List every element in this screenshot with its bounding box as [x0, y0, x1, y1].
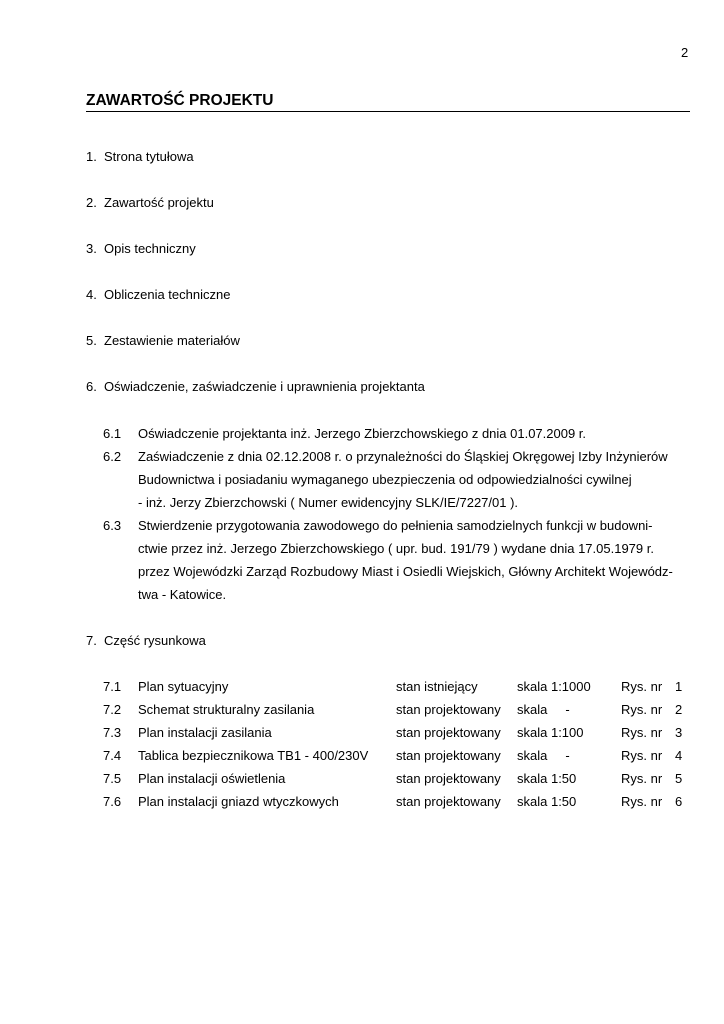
- list-item: 6. Oświadczenie, zaświadczenie i uprawnienia projektanta: [86, 379, 425, 394]
- sub-item-6-3: 6.3 Stwierdzenie przygotowania zawodowego do pełnienia samodzielnych funkcji w budowni- ctwie przez inż. Jerzego Zbierzchowskiego ( upr. bud. 191/79 ) wydane dnia 17.05.1979 r. przez Wojewódzki Zarząd Rozbudowy Miast i Osiedli Wiejskich, Główny Architekt Wojewódz- twa - Katowice.: [103, 518, 673, 602]
- title-underline: [86, 111, 690, 112]
- table-row: 7.6 Plan instalacji gniazd wtyczkowych stan projektowany skala 1:50 Rys. nr 6: [103, 794, 683, 809]
- list-item: 3. Opis techniczny: [86, 241, 196, 256]
- table-row: 7.5 Plan instalacji oświetlenia stan projektowany skala 1:50 Rys. nr 5: [103, 771, 683, 786]
- list-item: 1. Strona tytułowa: [86, 149, 194, 164]
- table-row: 7.2 Schemat strukturalny zasilania stan projektowany skala - Rys. nr 2: [103, 702, 683, 717]
- list-item: 7. Część rysunkowa: [86, 633, 206, 648]
- list-item: 5. Zestawienie materiałów: [86, 333, 240, 348]
- table-row: 7.1 Plan sytuacyjny stan istniejący skala 1:1000 Rys. nr 1: [103, 679, 683, 694]
- sub-item-6-2: 6.2 Zaświadczenie z dnia 02.12.2008 r. o przynależności do Śląskiej Okręgowej Izby Inżynierów Budownictwa i posiadaniu wymaganego ubezpieczenia od odpowiedzialności cywilnej - inż. Jerzy Zbierzchowski ( Numer ewidencyjny SLK/IE/7227/01 ).: [103, 449, 668, 510]
- sub-item-6-1: 6.1 Oświadczenie projektanta inż. Jerzego Zbierzchowskiego z dnia 01.07.2009 r.: [103, 426, 587, 441]
- page-number: 2: [681, 45, 689, 60]
- page-title: ZAWARTOŚĆ PROJEKTU: [86, 92, 274, 109]
- list-item: 2. Zawartość projektu: [86, 195, 214, 210]
- table-row: 7.4 Tablica bezpiecznikowa TB1 - 400/230V stan projektowany skala - Rys. nr 4: [103, 748, 683, 763]
- table-row: 7.3 Plan instalacji zasilania stan projektowany skala 1:100 Rys. nr 3: [103, 725, 683, 740]
- list-item: 4. Obliczenia techniczne: [86, 287, 231, 302]
